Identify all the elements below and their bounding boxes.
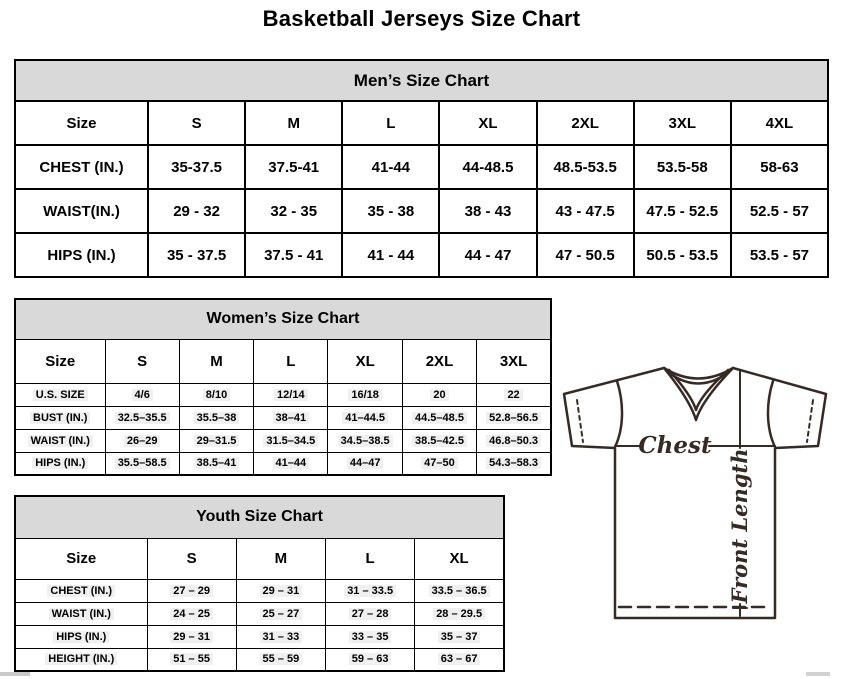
jersey-lines (564, 368, 826, 618)
youth-value-cell-text: 51 – 55 (170, 653, 213, 665)
youth-col-l (326, 538, 415, 579)
women-value-cell-text: 35.5–38 (194, 412, 240, 424)
men-col-xl-text: XL (478, 114, 498, 132)
men-value-cell (148, 189, 245, 233)
women-value-cell (179, 383, 253, 406)
women-row-label (15, 452, 105, 475)
left-cuff-dashes (577, 400, 583, 442)
men-value-cell-text: 47 - 50.5 (555, 246, 615, 264)
women-value-cell (105, 452, 179, 475)
men-value-cell (537, 189, 634, 233)
men-value-cell-text: 38 - 43 (464, 202, 512, 220)
men-value-cell-text: 50.5 - 53.5 (646, 246, 719, 264)
men-col-2xl-text: 2XL (571, 114, 599, 132)
table-row (15, 145, 828, 189)
women-table-title-text: Women’s Size Chart (206, 310, 360, 328)
women-value-cell-text: 47–50 (421, 457, 458, 469)
women-col-size (15, 339, 105, 383)
men-value-cell-text: 35-37.5 (171, 158, 222, 176)
women-value-cell-text: 22 (504, 389, 522, 401)
youth-row-label-text: HIPS (IN.) (53, 631, 109, 643)
women-value-cell-text: 8/10 (203, 389, 230, 401)
women-value-cell-text: 35.5–58.5 (115, 457, 170, 469)
women-value-cell-text: 38.5–41 (194, 457, 240, 469)
men-value-cell-text: 58-63 (760, 158, 799, 176)
men-value-cell-text: 41 - 44 (367, 246, 415, 264)
men-col-3xl (634, 101, 731, 145)
table-row (15, 406, 551, 429)
men-value-cell-text: 32 - 35 (270, 202, 318, 220)
men-value-cell (245, 145, 342, 189)
men-value-cell (439, 145, 536, 189)
women-row-label-text: WAIST (IN.) (28, 435, 93, 447)
women-value-cell (477, 429, 551, 452)
women-value-cell (179, 452, 253, 475)
women-col-s-text: S (137, 352, 148, 370)
men-value-cell (731, 189, 828, 233)
men-value-cell (634, 145, 731, 189)
youth-value-cell-text: 33.5 – 36.5 (429, 585, 490, 597)
women-value-cell-text: 41–44.5 (342, 412, 388, 424)
women-table-title (15, 299, 551, 339)
column-header-row (15, 101, 828, 145)
men-row-label-text: WAIST(IN.) (43, 202, 120, 220)
youth-col-size (15, 538, 147, 579)
right-seam (768, 381, 775, 447)
women-value-cell (254, 383, 328, 406)
women-col-s (105, 339, 179, 383)
women-col-3xl (477, 339, 551, 383)
women-value-cell-text: 54.3–58.3 (486, 457, 541, 469)
women-col-xl (328, 339, 402, 383)
women-value-cell (402, 452, 476, 475)
youth-value-cell (326, 579, 415, 602)
women-value-cell-text: 34.5–38.5 (338, 435, 393, 447)
men-value-cell (731, 145, 828, 189)
women-value-cell (179, 429, 253, 452)
women-value-cell-text: 31.5–34.5 (263, 435, 318, 447)
left-seam (615, 381, 622, 447)
mens-size-table (14, 59, 829, 278)
men-value-cell-text: 41-44 (371, 158, 411, 176)
women-value-cell-text: 26–29 (124, 435, 161, 447)
youth-col-s (147, 538, 236, 579)
youth-value-cell (415, 602, 504, 625)
youth-col-xl (415, 538, 504, 579)
men-value-cell-text: 37.5-41 (268, 158, 320, 176)
youth-value-cell-text: 59 – 63 (349, 653, 392, 665)
men-value-cell (731, 233, 828, 277)
table-row (15, 452, 551, 475)
men-col-4xl-text: 4XL (765, 114, 794, 132)
men-value-cell-text: 43 - 47.5 (555, 202, 615, 220)
women-value-cell (179, 406, 253, 429)
youth-value-cell (415, 648, 504, 671)
men-value-cell (537, 145, 634, 189)
men-value-cell-text: 44-48.5 (462, 158, 514, 176)
youth-value-cell (236, 625, 325, 648)
men-col-s (148, 101, 245, 145)
men-value-cell-text: 37.5 - 41 (264, 246, 324, 264)
youth-row-label (15, 602, 147, 625)
men-table-title (15, 60, 828, 101)
youth-value-cell (236, 579, 325, 602)
youth-value-cell (147, 648, 236, 671)
youth-value-cell (326, 625, 415, 648)
table-title-row (15, 496, 504, 538)
women-value-cell-text: 12/14 (274, 389, 308, 401)
men-row-label (15, 145, 148, 189)
men-value-cell (342, 233, 439, 277)
women-value-cell-text: 38–41 (273, 412, 310, 424)
youth-value-cell (147, 625, 236, 648)
women-value-cell-text: 52.8–56.5 (486, 412, 541, 424)
women-row-label (15, 383, 105, 406)
men-value-cell (439, 233, 536, 277)
women-col-m-text: M (210, 352, 223, 370)
table-title-row (15, 299, 551, 339)
table-row (15, 625, 504, 648)
youth-row-label-text: CHEST (IN.) (47, 585, 115, 597)
men-value-cell (634, 233, 731, 277)
youth-value-cell-text: 55 – 59 (260, 653, 303, 665)
youth-row-label (15, 625, 147, 648)
men-value-cell (148, 233, 245, 277)
women-value-cell (328, 406, 402, 429)
women-value-cell (477, 406, 551, 429)
women-value-cell-text: 16/18 (348, 389, 382, 401)
women-value-cell (402, 429, 476, 452)
youth-row-label (15, 579, 147, 602)
men-value-cell (537, 233, 634, 277)
women-value-cell-text: 4/6 (132, 389, 153, 401)
women-value-cell (105, 429, 179, 452)
men-col-3xl-text: 3XL (668, 114, 697, 132)
men-value-cell-text: 53.5 - 57 (749, 246, 810, 264)
youth-value-cell (326, 648, 415, 671)
men-value-cell (245, 233, 342, 277)
youth-value-cell (147, 579, 236, 602)
youth-value-cell-text: 35 – 37 (438, 631, 481, 643)
women-col-size-text: Size (45, 352, 76, 370)
column-header-row (15, 538, 504, 579)
women-col-l-text: L (286, 352, 296, 370)
front-length-label: Front Length (727, 448, 752, 604)
youth-col-l-text: L (365, 550, 375, 567)
women-col-l (254, 339, 328, 383)
column-header-row (15, 339, 551, 383)
women-value-cell-text: 44.5–48.5 (412, 412, 467, 424)
women-value-cell-text: 20 (430, 389, 448, 401)
youth-value-cell (236, 648, 325, 671)
table-row (15, 383, 551, 406)
scrollbar-artifact-left (0, 672, 30, 676)
women-value-cell (105, 406, 179, 429)
youth-value-cell-text: 33 – 35 (349, 631, 392, 643)
men-value-cell-text: 35 - 37.5 (166, 246, 227, 264)
youth-value-cell-text: 24 – 25 (170, 608, 213, 620)
right-cuff-dashes (807, 400, 813, 442)
men-value-cell-text: 47.5 - 52.5 (646, 202, 719, 220)
men-col-size-text: Size (66, 114, 97, 132)
men-value-cell (342, 145, 439, 189)
youth-col-s-text: S (186, 550, 197, 567)
men-row-label (15, 233, 148, 277)
women-row-label-text: HIPS (IN.) (32, 457, 88, 469)
women-value-cell (254, 429, 328, 452)
women-value-cell (105, 383, 179, 406)
women-value-cell (254, 406, 328, 429)
youth-value-cell-text: 27 – 28 (349, 608, 392, 620)
women-value-cell-text: 38.5–42.5 (412, 435, 467, 447)
men-col-l-text: L (386, 114, 396, 132)
women-value-cell (402, 406, 476, 429)
men-col-m-text: M (287, 114, 300, 132)
men-col-l (342, 101, 439, 145)
table-row (15, 602, 504, 625)
women-row-label (15, 429, 105, 452)
youth-col-xl-text: XL (449, 550, 469, 567)
womens-size-table (14, 298, 552, 476)
women-value-cell-text: 32.5–35.5 (115, 412, 170, 424)
women-value-cell-text: 29–31.5 (194, 435, 240, 447)
men-value-cell-text: 53.5-58 (656, 158, 708, 176)
men-value-cell-text: 29 - 32 (173, 202, 220, 220)
women-value-cell (254, 452, 328, 475)
table-row (15, 648, 504, 671)
table-row (15, 233, 828, 277)
men-col-4xl (731, 101, 828, 145)
women-col-2xl (402, 339, 476, 383)
youth-value-cell (415, 579, 504, 602)
youth-col-m-text: M (274, 550, 288, 567)
youth-value-cell-text: 28 – 29.5 (433, 608, 485, 620)
youth-value-cell-text: 29 – 31 (170, 631, 213, 643)
women-value-cell (328, 452, 402, 475)
scrollbar-artifact-right (806, 672, 830, 676)
men-value-cell-text: 35 - 38 (367, 202, 415, 220)
women-col-2xl-text: 2XL (425, 352, 454, 370)
women-value-cell (328, 429, 402, 452)
youth-table-title-text: Youth Size Chart (196, 508, 323, 526)
women-col-m (179, 339, 253, 383)
youth-value-cell (415, 625, 504, 648)
youth-row-label (15, 648, 147, 671)
women-value-cell (477, 452, 551, 475)
men-row-label-text: HIPS (IN.) (47, 246, 116, 264)
men-col-size (15, 101, 148, 145)
men-value-cell (342, 189, 439, 233)
women-value-cell-text: 44–47 (347, 457, 384, 469)
men-value-cell-text: 52.5 - 57 (749, 202, 810, 220)
youth-value-cell-text: 29 – 31 (260, 585, 303, 597)
youth-table-title (15, 496, 504, 538)
women-col-3xl-text: 3XL (499, 352, 528, 370)
men-value-cell (148, 145, 245, 189)
women-row-label (15, 406, 105, 429)
women-row-label-text: U.S. SIZE (33, 389, 88, 401)
men-col-m (245, 101, 342, 145)
men-value-cell (439, 189, 536, 233)
youth-value-cell (236, 602, 325, 625)
youth-value-cell (326, 602, 415, 625)
youth-value-cell-text: 31 – 33.5 (344, 585, 396, 597)
women-row-label-text: BUST (IN.) (30, 412, 90, 424)
table-title-row (15, 60, 828, 101)
women-value-cell (402, 383, 476, 406)
youth-row-label-text: WAIST (IN.) (49, 608, 114, 620)
youth-value-cell-text: 27 – 29 (170, 585, 213, 597)
women-value-cell (328, 383, 402, 406)
women-col-xl-text: XL (355, 352, 375, 370)
men-value-cell-text: 48.5-53.5 (553, 158, 617, 176)
youth-value-cell-text: 63 – 67 (438, 653, 481, 665)
men-col-2xl (537, 101, 634, 145)
men-value-cell-text: 44 - 47 (464, 246, 512, 264)
youth-value-cell (147, 602, 236, 625)
chest-label: Chest (638, 432, 712, 459)
table-row (15, 579, 504, 602)
women-value-cell-text: 46.8–50.3 (486, 435, 541, 447)
page-title: Basketball Jerseys Size Chart (262, 6, 581, 31)
men-col-xl (439, 101, 536, 145)
men-row-label (15, 189, 148, 233)
youth-col-m (236, 538, 325, 579)
youth-col-size-text: Size (66, 550, 97, 567)
men-value-cell (245, 189, 342, 233)
jersey-measurement-diagram (556, 358, 842, 626)
men-table-title-text: Men’s Size Chart (353, 70, 490, 90)
youth-value-cell-text: 25 – 27 (260, 608, 303, 620)
youth-size-table (14, 495, 505, 672)
youth-row-label-text: HEIGHT (IN.) (45, 653, 117, 665)
men-col-s-text: S (191, 114, 202, 132)
women-value-cell (477, 383, 551, 406)
table-row (15, 429, 551, 452)
men-value-cell (634, 189, 731, 233)
youth-value-cell-text: 31 – 33 (260, 631, 303, 643)
women-value-cell-text: 41–44 (273, 457, 310, 469)
table-row (15, 189, 828, 233)
men-row-label-text: CHEST (IN.) (39, 158, 124, 176)
